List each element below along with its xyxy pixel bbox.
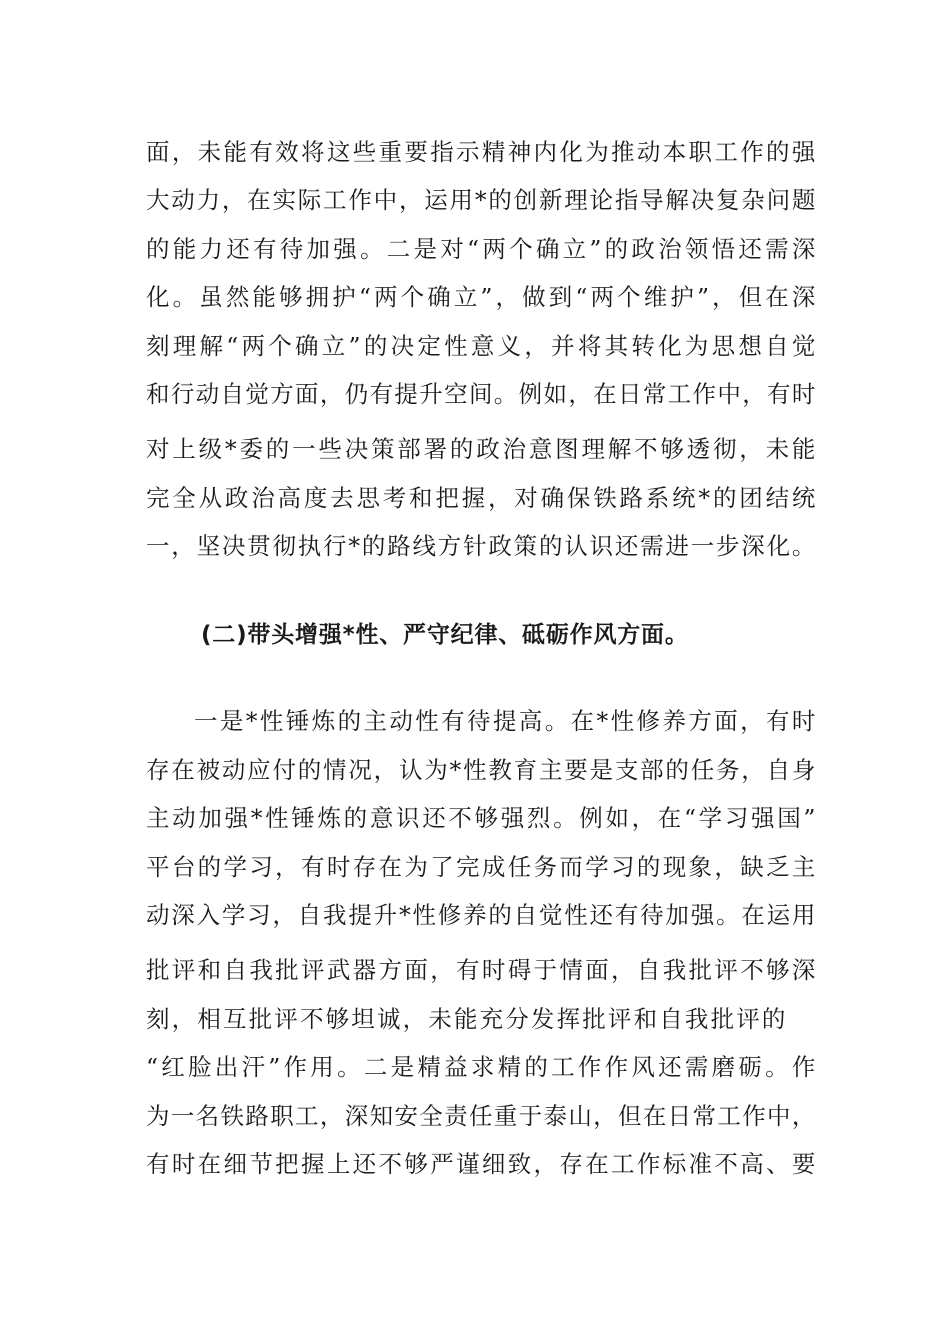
body-text-line: 完全从政治高度去思考和把握，对确保铁路系统*的团结统 bbox=[146, 484, 816, 512]
body-text-line: 刻理解“两个确立”的决定性意义，并将其转化为思想自觉 bbox=[146, 332, 816, 360]
body-text-line: 的能力还有待加强。二是对“两个确立”的政治领悟还需深 bbox=[146, 235, 816, 263]
body-text-line: 一是*性锤炼的主动性有待提高。在*性修养方面，有时 bbox=[194, 707, 816, 735]
body-text-line: 和行动自觉方面，仍有提升空间。例如，在日常工作中，有时 bbox=[146, 380, 816, 408]
section-heading: (二)带头增强*性、严守纪律、砥砺作风方面。 bbox=[201, 622, 689, 648]
body-text-line: 批评和自我批评武器方面，有时碍于情面，自我批评不够深 bbox=[146, 956, 816, 984]
body-text-line: “红脸出汗”作用。二是精益求精的工作作风还需磨砺。作 bbox=[146, 1053, 816, 1081]
body-text-line: 有时在细节把握上还不够严谨细致，存在工作标准不高、要 bbox=[146, 1150, 816, 1178]
body-text-line: 大动力，在实际工作中，运用*的创新理论指导解决复杂问题 bbox=[146, 186, 816, 214]
body-text-line: 为一名铁路职工，深知安全责任重于泰山，但在日常工作中， bbox=[146, 1102, 816, 1130]
body-text-line: 平台的学习，有时存在为了完成任务而学习的现象，缺乏主 bbox=[146, 853, 816, 881]
body-text-line: 主动加强*性锤炼的意识还不够强烈。例如，在“学习强国” bbox=[146, 804, 816, 832]
body-text-line: 存在被动应付的情况，认为*性教育主要是支部的任务，自身 bbox=[146, 756, 816, 784]
body-text-line: 一，坚决贯彻执行*的路线方针政策的认识还需进一步深化。 bbox=[146, 532, 816, 560]
body-text-line: 动深入学习，自我提升*性修养的自觉性还有待加强。在运用 bbox=[146, 901, 816, 929]
body-text-line: 面，未能有效将这些重要指示精神内化为推动本职工作的强 bbox=[146, 138, 816, 166]
body-text-line: 对上级*委的一些决策部署的政治意图理解不够透彻，未能 bbox=[146, 435, 816, 463]
body-text-line: 化。虽然能够拥护“两个确立”，做到“两个维护”，但在深 bbox=[146, 283, 816, 311]
body-text-line: 刻，相互批评不够坦诚，未能充分发挥批评和自我批评的 bbox=[146, 1005, 786, 1033]
